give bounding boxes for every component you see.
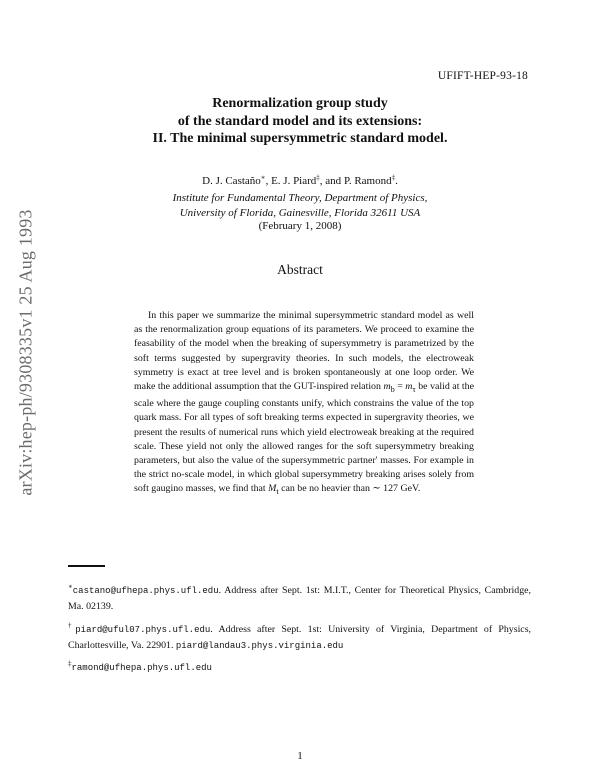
page-number: 1 [297, 750, 303, 762]
arxiv-sidebar [11, 196, 41, 508]
abstract-text: can be no heavier than ∼ 127 GeV. [278, 483, 421, 495]
footnote-rule [68, 565, 105, 567]
paper-title [0, 95, 600, 148]
author-mark: ‡ [316, 173, 320, 182]
footnote-mark: ∗ [68, 582, 73, 591]
email-address: piard@landau3.phys.virginia.edu [175, 641, 344, 651]
author-separator: , [265, 175, 272, 187]
author-list [0, 175, 600, 187]
author-name: E. J. Piard [271, 175, 317, 187]
math-symbol: M [268, 483, 277, 495]
author-name: D. J. Castaño [202, 175, 261, 187]
footnote-mark: ‡ [68, 659, 72, 668]
email-address: ramond@ufhepa.phys.ufl.edu [71, 663, 212, 673]
footnote [68, 660, 531, 676]
affiliation-line: Institute for Fundamental Theory, Department of Physics, [172, 192, 428, 204]
author-mark: ∗ [260, 173, 266, 182]
math-operator: = [394, 381, 406, 393]
report-number: UFIFT-HEP-93-18 [437, 70, 528, 82]
affiliation-line: University of Florida, Gainesville, Florida 32611 USA [179, 206, 421, 219]
math-subscript: t [276, 487, 279, 497]
author-separator: , and [319, 175, 344, 187]
footnote [68, 583, 531, 614]
date-line: (February 1, 2008) [258, 220, 342, 232]
email-address: piard@uful07.phys.ufl.edu [75, 625, 211, 635]
math-symbol: m [405, 381, 413, 393]
math-subscript: τ [412, 384, 416, 394]
title-line: of the standard model and its extensions: [177, 113, 423, 129]
title-line: II. The minimal supersymmetric standard model. [152, 131, 448, 146]
footnote-text: . Address after Sept. 1st: M.I.T., Center for Theoretical Physics, Cambridge, Ma. 02139. [68, 585, 531, 612]
footnote [68, 622, 531, 654]
footnote-text: . Address after Sept. 1st: University of Virginia, Department of Physics, Charlottesville, Va. 22901. [68, 624, 532, 651]
author-name: P. Ramond [343, 175, 392, 187]
email-address: castano@ufhepa.phys.ufl.edu [72, 586, 219, 596]
affiliation [0, 191, 600, 220]
author-mark: ‡ [391, 173, 396, 182]
footnote-mark: † [68, 621, 76, 630]
abstract-text: In this paper we summarize the minimal supersymmetric standard model as well as the renormalization group equations of its parameters. We proceed to examine the feasability of the model when the breaking of supersymmetry is parametrized by the soft terms suggested by supergravity theories. In such models, the electroweak symmetry is exact at tree level and is broken spontaneously at one loop order. We make the additional assumption that the GUT-inspired relation [134, 310, 474, 393]
arxiv-id-stamp: arXiv:hep-ph/9308335v1 25 Aug 1993 [15, 208, 36, 496]
abstract-heading: Abstract [277, 262, 323, 277]
author-end: . [395, 175, 398, 187]
title-line: Renormalization group study [212, 96, 388, 111]
abstract-text: be valid at the scale where the gauge coupling constants unify, which constrains the value of the top quark mass. For all types of soft breaking terms expected in supergravity theories, we present the results of numerical runs which yield electroweak breaking at the required scale. These yield not only the allowed ranges for the soft supersymmetry breaking parameters, but also the value of the supersymmetric partner' masses. For example in the strict no-scale model, in which global supersymmetry breaking arises solely from soft gaugino masses, we find that [134, 381, 474, 495]
math-subscript: b [390, 384, 395, 394]
abstract-body [134, 309, 474, 500]
math-symbol: m [383, 381, 391, 393]
